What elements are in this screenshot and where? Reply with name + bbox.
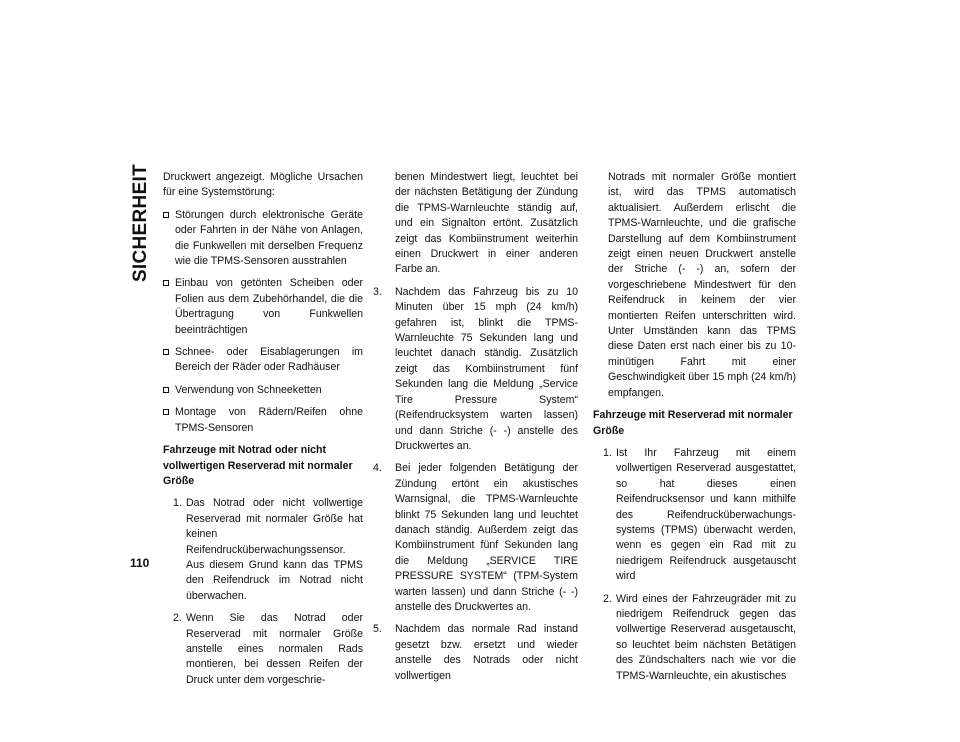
item-number: 2. — [603, 592, 612, 605]
page-number: 110 — [130, 556, 150, 570]
checkbox-bullet-icon — [163, 387, 169, 393]
item-text: Wird eines der Fahrzeugräder mit zu niedrigem Reifendruck gegen das vollwertige Reserverad ausgetauscht, so leuchtet beim nächsten Betätigen des Zündschalters nach wie vor die TPMS-Warnleuchte, ein akustisches — [616, 592, 796, 682]
section-tab-label: SICHERHEIT — [130, 163, 152, 283]
item-number: 4. — [373, 462, 382, 475]
bullet-item — [163, 383, 363, 398]
section-tab — [129, 163, 153, 283]
numbered-item — [373, 622, 578, 684]
item-number: 1. — [173, 497, 182, 510]
bullet-text: Schnee- oder Eisablagerungen im Bereich der Räder oder Radhäuser — [175, 346, 363, 374]
bullet-item — [163, 345, 363, 376]
bullet-item — [163, 405, 363, 436]
item-text: Nachdem das normale Rad instand gesetzt bzw. ersetzt und wieder anstelle des Notrads oder nicht vollwertigen — [395, 623, 578, 682]
numbered-item — [163, 611, 363, 688]
item-text: Bei jeder folgenden Betätigung der Zündung ertönt ein akustisches Warnsignal, die TPMS-Warnleuchte blinkt 75 Sekunden lang und leuchtet danach ständig. Außerdem zeigt das Kombiinstrument fünf Sekunden lang die Meldung „SERVICE TIRE PRESSURE SYSTEM“ (TPM-System warten lassen) und dann Striche (- -) anstelle des Druckwertes an. — [395, 462, 578, 613]
bullet-item — [163, 208, 363, 270]
text-column-2 — [373, 170, 578, 691]
item-number: 2. — [173, 612, 182, 625]
numbered-item — [373, 461, 578, 615]
numbered-item — [163, 496, 363, 604]
text-column-3 — [593, 170, 796, 691]
text-column-1 — [163, 170, 363, 695]
numbered-item — [373, 285, 578, 454]
checkbox-bullet-icon — [163, 212, 169, 218]
item-number: 5. — [373, 623, 382, 636]
bullet-item — [163, 276, 363, 338]
item-text: Das Notrad oder nicht vollwertige Reserverad mit normaler Größe hat keinen Reifendrucküberwachungssensor. Aus diesem Grund kann das TPMS den Reifendruck im Notrad nicht überwachen. — [186, 497, 363, 602]
bullet-text: Montage von Rädern/Reifen ohne TPMS-Sensoren — [175, 406, 363, 434]
numbered-item — [593, 592, 796, 684]
checkbox-bullet-icon — [163, 349, 169, 355]
bullet-text: Verwendung von Schneeketten — [175, 383, 322, 396]
bullet-text: Einbau von getönten Scheiben oder Folien aus dem Zubehörhandel, die die Übertragung von Funkwellen beeinträchtigen — [175, 277, 363, 336]
checkbox-bullet-icon — [163, 409, 169, 415]
section-heading: Fahrzeuge mit Reserverad mit normaler Größe — [593, 409, 793, 437]
item-text: Nachdem das Fahrzeug bis zu 10 Minuten über 15 mph (24 km/h) gefahren ist, blinkt die TPMS-Warnleuchte 75 Sekunden lang und leuchtet danach ständig. Zusätzlich zeigt das Kombiinstrument fünf Sekunden lang die Meldung „Service Tire Pressure System“ (Reifendrucksystem warten lassen) und dann Striche (- -) anstelle des Druckwertes an. — [395, 285, 578, 452]
item-number: 1. — [603, 446, 612, 459]
item-text: Ist Ihr Fahrzeug mit einem vollwertigen Reserverad ausgestattet, so hat dieses einen Reifendrucksensor und kann mithilfe des Reifendrucküberwachungs-systems (TPMS) überwacht werden, wenn es gegen ein Rad mit zu niedrigem Reifendruck ausgetauscht wird — [616, 446, 796, 583]
paragraph-continuation: Notrads mit normaler Größe montiert ist, wird das TPMS automatisch aktualisiert. Außerdem erlischt die TPMS-Warnleuchte, und die grafische Darstellung auf dem Kombiinstrument zeigt einen neuen Druckwert anstelle der Striche (- -) an, sofern der vorgeschriebene Mindestwert für den Reifendruck in keinem der vier montierten Reifen unterschritten wird. Unter Umständen kann das TPMS diese Daten erst nach einer bis zu 10-minütigen Fahrt mit einer Geschwindigkeit über 15 mph (24 km/h) empfangen. — [608, 171, 796, 399]
checkbox-bullet-icon — [163, 280, 169, 286]
bullet-text: Störungen durch elektronische Geräte oder Fahrten in der Nähe von Anlagen, die Funkwellen mit derselben Frequenz wie die TPMS-Sensoren ausstrahlen — [175, 208, 363, 268]
section-heading: Fahrzeuge mit Notrad oder nicht vollwertigen Reserverad mit normaler Größe — [163, 444, 353, 487]
paragraph-continuation: benen Mindestwert liegt, leuchtet bei der nächsten Betätigung der Zündung die TPMS-Warnleuchte ständig auf, und ein Signalton ertönt. Zusätzlich zeigt das Kombiinstrument weiterhin einen Druckwert in einer anderen Farbe an. — [395, 171, 578, 276]
numbered-item — [593, 446, 796, 585]
item-number: 3. — [373, 285, 382, 298]
paragraph: Druckwert angezeigt. Mögliche Ursachen für eine Systemstörung: — [163, 171, 363, 199]
item-text: Wenn Sie das Notrad oder Reserverad mit normaler Größe anstelle eines normalen Rads montieren, bei dessen Reifen der Druck unter dem vorgeschrie- — [186, 612, 363, 686]
